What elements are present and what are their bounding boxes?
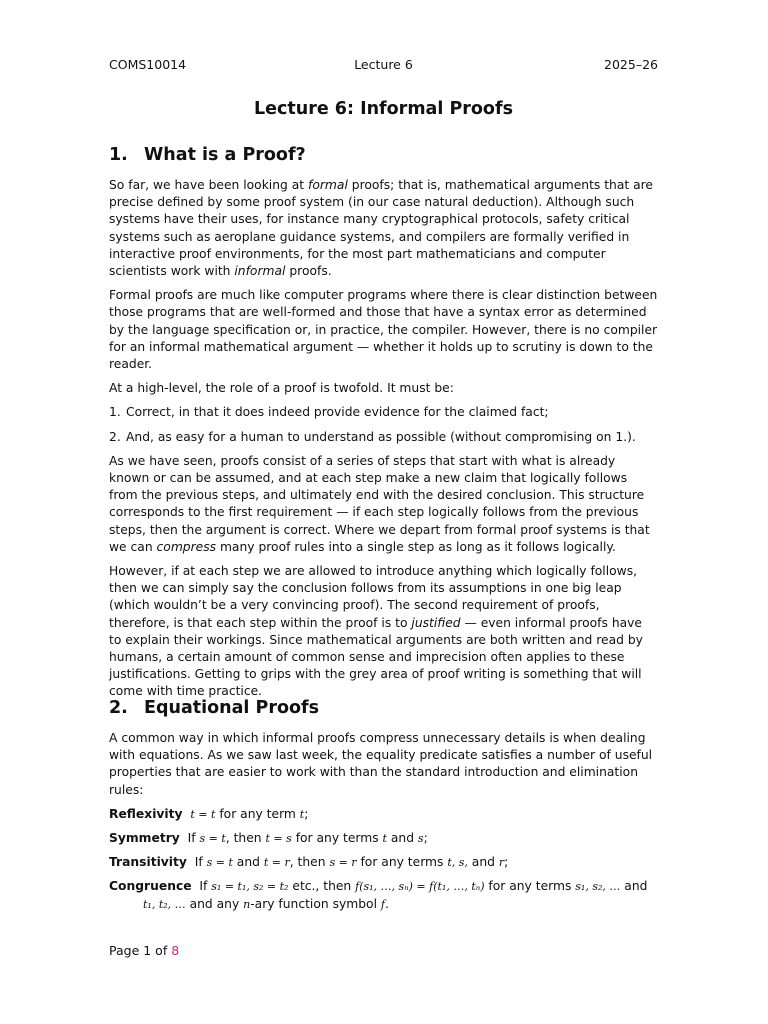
section-2-body (109, 730, 658, 920)
page-footer: Page 1 of 8 (109, 943, 180, 958)
list-item: 1. Correct, in that it does indeed provide evidence for the claimed fact; (109, 405, 549, 420)
section-title: Equational Proofs (144, 698, 320, 718)
paragraph: A common way in which informal proofs compress unnecessary details is when dealing with equations. As we saw last week, the equality predicate satisfies a number of useful properties that are easier to work with than the standard introduction and elimination rules: (109, 731, 653, 797)
total-pages-link[interactable]: 8 (171, 943, 180, 958)
paragraph: However, if at each step we are allowed to introduce anything which logically follows, then we can simply say the conclusion follows from its assumptions in one big leap (which wouldn’t be a very convincing proof). The second requirement of proofs, therefore, is that each step within the proof is to justified — even informal proofs have to explain their workings. Since mathematical arguments are both written and read by humans, a certain amount of common sense and imprecision often applies to these justifications. Getting to grips with the grey area of proof writing is something that will come with time practice. (109, 564, 643, 699)
academic-year: 2025–26 (604, 57, 658, 72)
paragraph: Formal proofs are much like computer programs where there is clear distinction between those programs that are well-formed and those that have a syntax error as determined by the language specification or, in practice, the compiler. However, there is no compiler for an informal mathematical argument — whether it holds up to scrutiny is down to the reader. (109, 288, 658, 372)
rule-symmetry: Symmetry If s = t, then t = s for any terms t and s; (109, 831, 428, 846)
rule-transitivity: Transitivity If s = t and t = r, then s = r for any terms t, s, and r; (109, 855, 509, 870)
paragraph: So far, we have been looking at formal proofs; that is, mathematical arguments that are precise defined by some proof system (in our case natural deduction). Although such systems have their uses, for instance many cryptographical protocols, safety critical systems such as aeroplane guidance systems, and compilers are formally verified in interactive proof environments, for the most part mathematicians and computer scientists work with informal proofs. (109, 178, 653, 279)
section-title: What is a Proof? (144, 145, 306, 165)
section-number: 1. (109, 145, 128, 165)
paragraph: At a high-level, the role of a proof is twofold. It must be: (109, 381, 454, 396)
requirements-list (109, 404, 658, 445)
section-1-heading (109, 145, 306, 165)
rule-congruence: Congruence If s₁ = t₁, s₂ = t₂ etc., then f(s₁, …, sₙ) = f(t₁, …, tₙ) for any terms s₁, s₂, … and t₁, t₂, … and any n-ary function symbol f. (109, 879, 648, 911)
section-number: 2. (109, 698, 128, 718)
rule-reflexivity: Reflexivity t = t for any term t; (109, 806, 309, 821)
document-page (109, 0, 658, 1024)
list-item: 2. And, as easy for a human to understand as possible (without compromising on 1.). (109, 429, 636, 444)
lecture-label: Lecture 6 (354, 57, 413, 72)
section-1-body (109, 177, 658, 708)
page-number: 1 (143, 943, 152, 958)
course-code: COMS10014 (109, 57, 187, 72)
page-title: Lecture 6: Informal Proofs (254, 99, 513, 119)
section-2-heading (109, 698, 319, 718)
paragraph: As we have seen, proofs consist of a series of steps that start with what is already known or can be assumed, and at each step make a new claim that logically follows from the previous steps, and ultimately end with the desired conclusion. This structure corresponds to the first requirement — if each step logically follows from the previous steps, then the argument is correct. Where we depart from formal proof systems is that we can compress many proof rules into a single step as long as it follows logically. (109, 453, 650, 554)
